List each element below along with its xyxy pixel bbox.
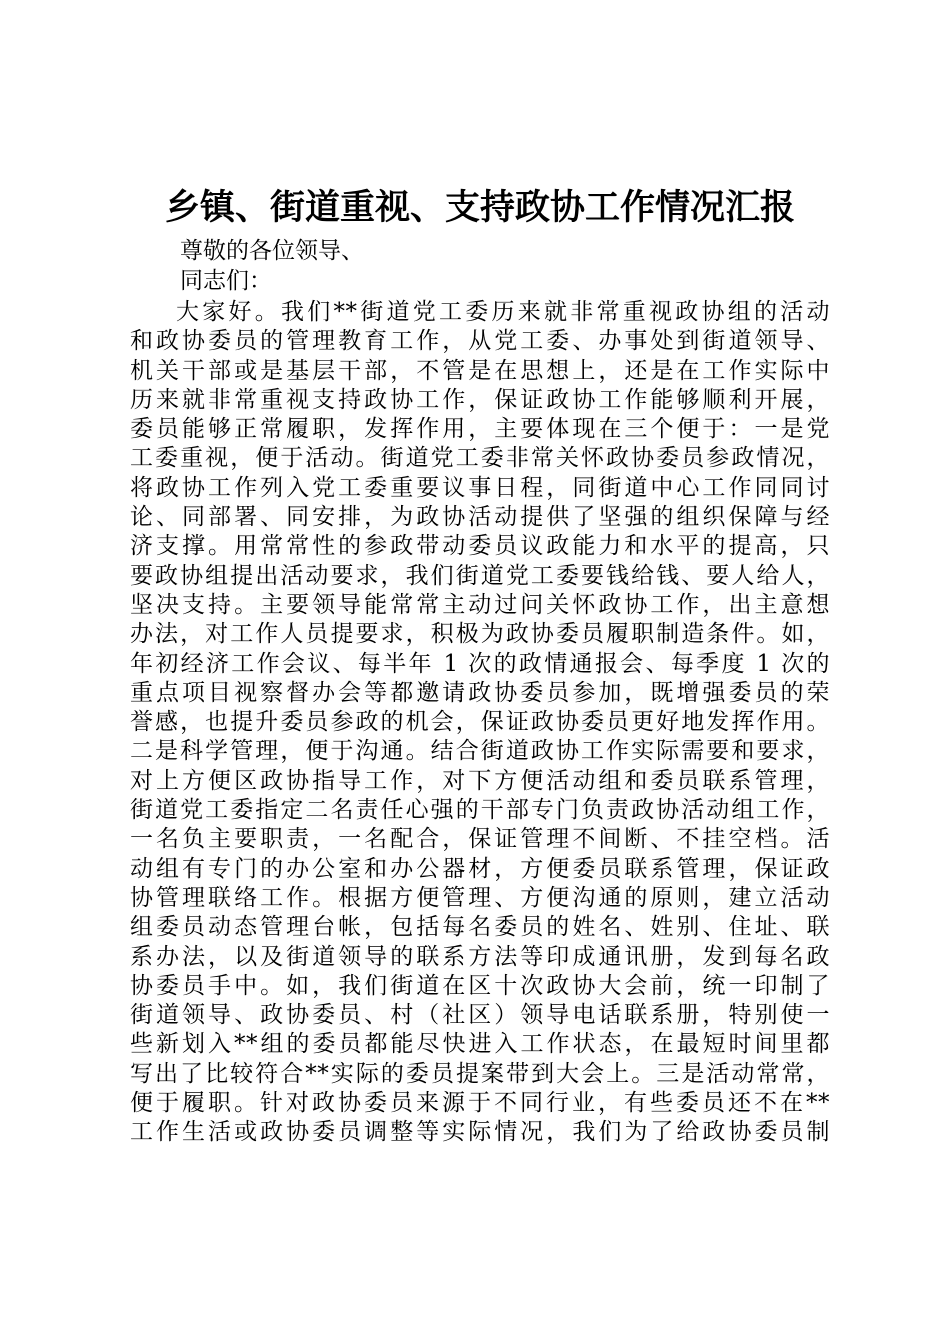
salutation-line-2: 同志们：: [180, 268, 272, 294]
body-line: 办法，对工作人员提要求，积极为政协委员履职制造条件。如，: [130, 621, 830, 648]
body-line: 一名负主要职责，一名配合，保证管理不间断、不挂空档。活: [130, 826, 830, 853]
body-line: 要政协组提出活动要求，我们街道党工委要钱给钱、要人给人，: [130, 562, 830, 589]
body-line: 机关干部或是基层干部，不管是在思想上，还是在工作实际中: [130, 357, 830, 384]
body-paragraph: [130, 298, 830, 1148]
body-line: 些新划入**组的委员都能尽快进入工作状态，在最短时间里都: [130, 1031, 830, 1058]
body-line: 济支撑。用常常性的参政带动委员议政能力和水平的提高，只: [130, 533, 830, 560]
body-line: 论、同部署、同安排，为政协活动提供了坚强的组织保障与经: [130, 504, 830, 531]
body-line: 对上方便区政协指导工作，对下方便活动组和委员联系管理，: [130, 767, 830, 794]
body-line: 工作生活或政协委员调整等实际情况，我们为了给政协委员制: [130, 1119, 830, 1146]
salutation-line-1: 尊敬的各位领导、: [180, 238, 364, 264]
body-line: 大家好。我们**街道党工委历来就非常重视政协组的活动: [176, 299, 830, 325]
body-line: 将政协工作列入党工委重要议事日程，同街道中心工作同同讨: [130, 474, 830, 501]
body-line: 写出了比较符合**实际的委员提案带到大会上。三是活动常常，: [130, 1060, 830, 1087]
body-line: 年初经济工作会议、每半年 1 次的政情通报会、每季度 1 次的: [130, 650, 830, 677]
body-line: 坚决支持。主要领导能常常主动过问关怀政协工作，出主意想: [130, 591, 830, 618]
body-line: 委员能够正常履职，发挥作用，主要体现在三个便于：一是党: [130, 416, 830, 443]
document-title: 乡镇、街道重视、支持政协工作情况汇报: [164, 187, 795, 228]
body-line: 系办法，以及街道领导的联系方法等印成通讯册，发到每名政: [130, 943, 830, 970]
body-line: 二是科学管理，便于沟通。结合街道政协工作实际需要和要求，: [130, 738, 830, 765]
body-line: 重点项目视察督办会等都邀请政协委员参加，既增强委员的荣: [130, 679, 830, 706]
body-line: 动组有专门的办公室和办公器材，方便委员联系管理，保证政: [130, 855, 830, 882]
body-line: 誉感，也提升委员参政的机会，保证政协委员更好地发挥作用。: [130, 709, 830, 736]
body-line: 和政协委员的管理教育工作，从党工委、办事处到街道领导、: [130, 328, 830, 355]
body-line: 工委重视，便于活动。街道党工委非常关怀政协委员参政情况，: [130, 445, 830, 472]
body-line: 协管理联络工作。根据方便管理、方便沟通的原则，建立活动: [130, 884, 830, 911]
body-line: 街道党工委指定二名责任心强的干部专门负责政协活动组工作，: [130, 797, 830, 824]
body-line: 组委员动态管理台帐，包括每名委员的姓名、姓别、住址、联: [130, 914, 830, 941]
body-line: 协委员手中。如，我们街道在区十次政协大会前，统一印制了: [130, 972, 830, 999]
body-line: 街道领导、政协委员、村（社区）领导电话联系册，特别使一: [130, 1002, 830, 1029]
body-line: 便于履职。针对政协委员来源于不同行业，有些委员还不在**: [130, 1090, 830, 1117]
body-line: 历来就非常重视支持政协工作，保证政协工作能够顺利开展，: [130, 386, 830, 413]
